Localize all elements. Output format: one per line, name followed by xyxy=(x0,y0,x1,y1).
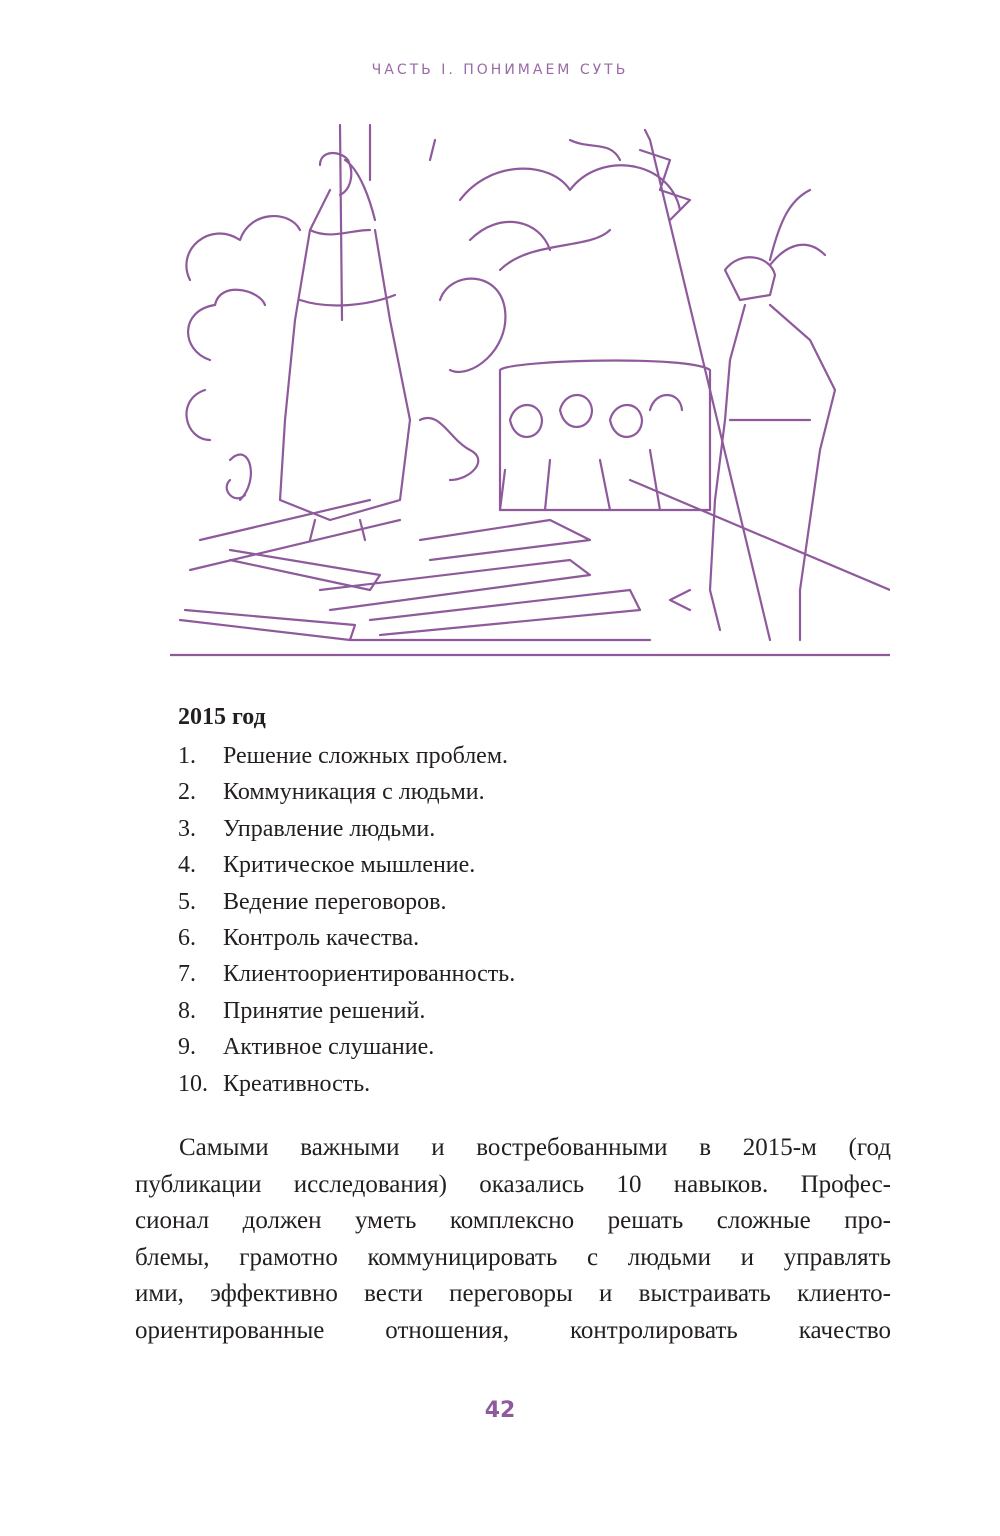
list-text: Активное слушание. xyxy=(223,1034,435,1061)
list-item xyxy=(178,1066,515,1102)
list-text: Критическое мышление. xyxy=(223,852,476,879)
section-title: 2015 год xyxy=(178,704,266,730)
list-text: Контроль качества. xyxy=(223,924,420,951)
list-item xyxy=(178,993,515,1029)
list-text: Коммуникация с людьми. xyxy=(223,779,485,806)
list-item xyxy=(178,847,515,883)
list-number: 8. xyxy=(178,997,196,1024)
list-number: 9. xyxy=(178,1034,196,1061)
list-text: Ведение переговоров. xyxy=(223,888,447,915)
list-text: Принятие решений. xyxy=(223,997,426,1024)
list-item xyxy=(178,811,515,847)
list-number: 10. xyxy=(178,1070,208,1097)
list-item xyxy=(178,738,515,774)
paragraph-line: ориентированные отношения, контролировать качество xyxy=(135,1316,891,1344)
list-number: 5. xyxy=(178,888,196,915)
list-number: 4. xyxy=(178,852,196,879)
list-number: 1. xyxy=(178,743,196,769)
list-item xyxy=(178,774,515,810)
list-text: Клиентоориентированность. xyxy=(223,961,516,988)
list-item xyxy=(178,884,515,920)
list-item xyxy=(178,1029,515,1065)
page-number: 42 xyxy=(484,1398,516,1423)
list-item xyxy=(178,956,515,992)
list-number: 7. xyxy=(178,961,196,988)
list-number: 3. xyxy=(178,815,196,842)
paragraph-line: блемы, грамотно коммуницировать с людьми и управлять xyxy=(135,1243,891,1271)
illustration-burning-at-stake xyxy=(170,120,890,660)
paragraph-line: ими, эффективно вести переговоры и выстраивать клиенто- xyxy=(135,1280,891,1308)
list-item xyxy=(178,920,515,956)
list-text: Управление людьми. xyxy=(223,815,436,842)
list-text: Креативность. xyxy=(223,1070,371,1097)
list-number: 6. xyxy=(178,924,196,951)
paragraph-line: сионал должен уметь комплексно решать сложные про- xyxy=(135,1207,891,1235)
list-text: Решение сложных проблем. xyxy=(223,743,509,769)
paragraph-line: Самыми важными и востребованными в 2015-м (год xyxy=(179,1134,891,1161)
running-header: ЧАСТЬ I. ПОНИМАЕМ СУТЬ xyxy=(371,62,629,78)
list-number: 2. xyxy=(178,779,196,806)
body-paragraph xyxy=(135,1130,891,1350)
skills-list xyxy=(178,738,515,1102)
paragraph-line: публикации исследования) оказались 10 навыков. Профес- xyxy=(135,1170,891,1198)
